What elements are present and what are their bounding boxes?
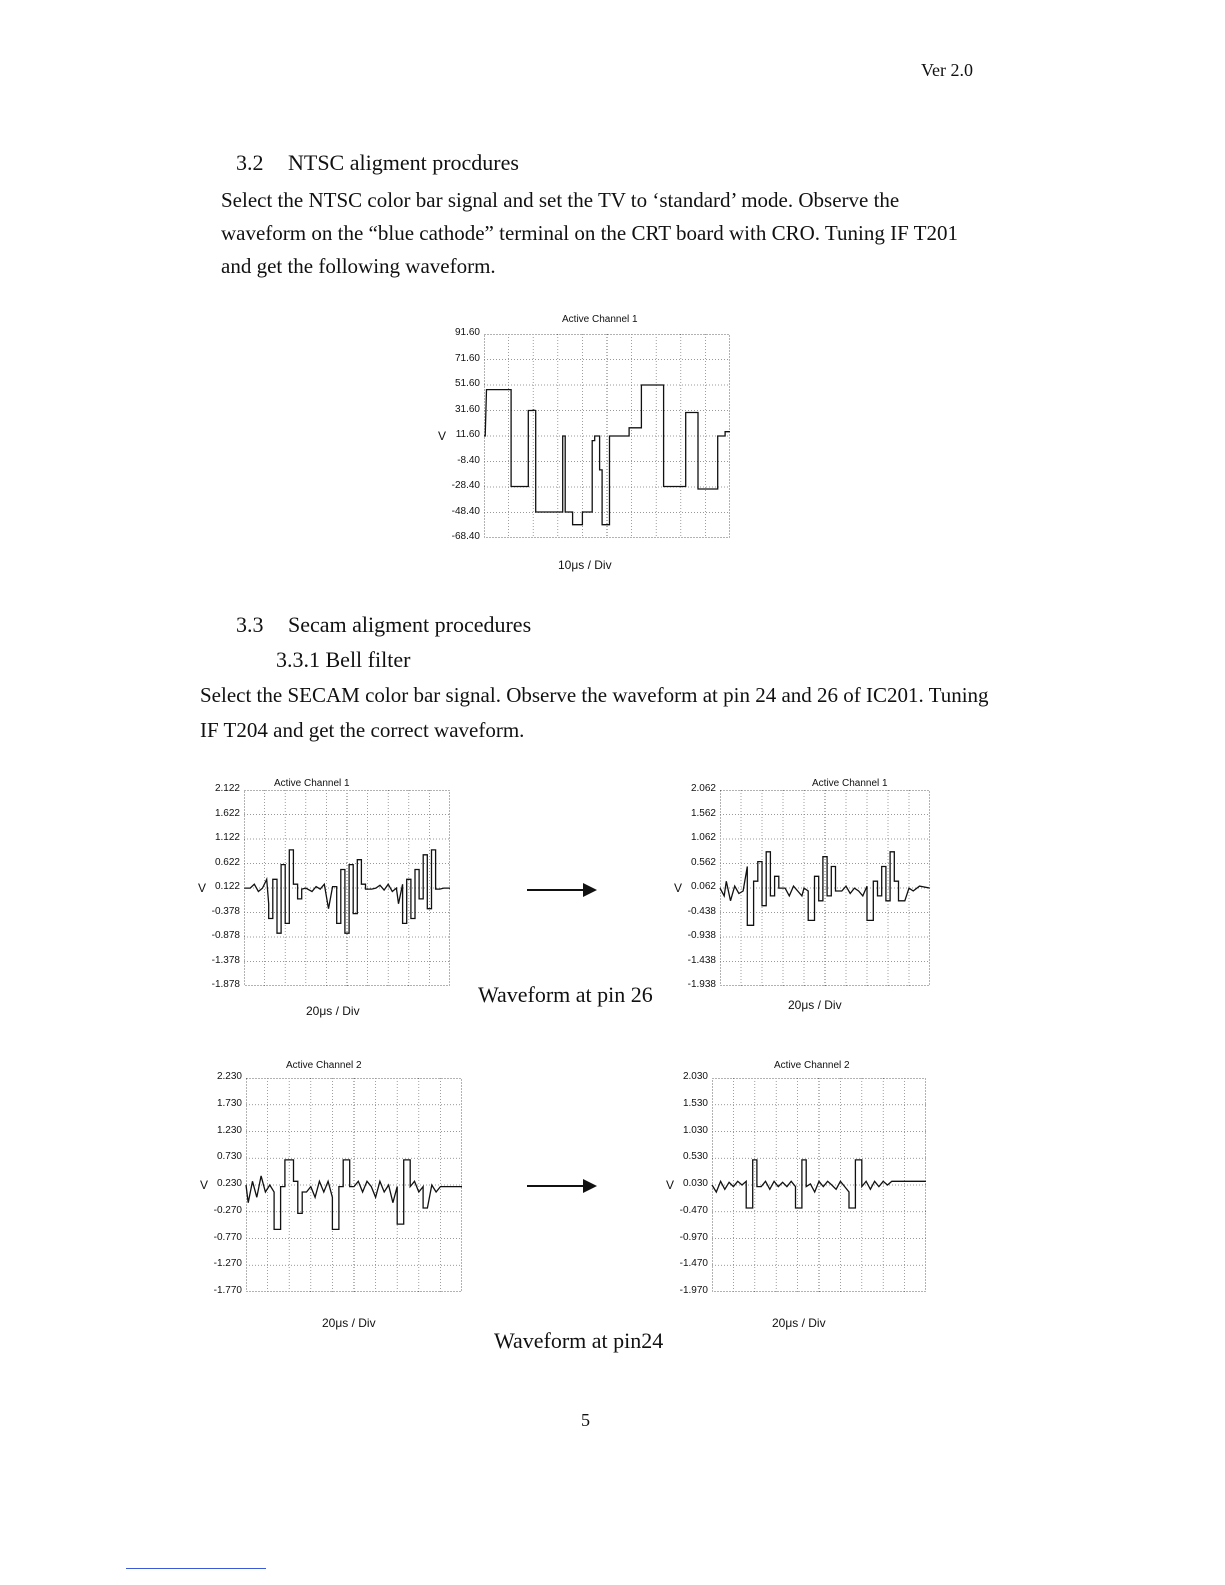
grid-frame — [713, 1079, 926, 1292]
y-tick-label: 1.530 — [682, 1097, 708, 1109]
footer-divider — [126, 1568, 266, 1569]
y-tick-label: 91.60 — [454, 327, 480, 338]
y-tick-label: -1.970 — [679, 1285, 708, 1296]
x-axis-label: 20μs / Div — [322, 1316, 376, 1330]
subsection-heading: 3.3.1 Bell filter — [276, 647, 411, 672]
y-tick-label: 1.122 — [214, 832, 240, 843]
y-tick-label: -68.40 — [451, 531, 480, 542]
y-tick-label: 0.730 — [216, 1151, 242, 1163]
y-tick-label: 0.530 — [682, 1151, 708, 1163]
y-tick-label: -0.770 — [213, 1231, 242, 1243]
y-tick-label: 1.562 — [690, 807, 716, 819]
y-axis-label: V — [666, 1178, 675, 1192]
section-title: NTSC aligment procdures — [288, 150, 519, 175]
scope-plot — [712, 1078, 926, 1292]
y-tick-label: 0.622 — [214, 856, 240, 868]
y-tick-label: -0.470 — [679, 1204, 708, 1216]
scope-pin24-after — [658, 1058, 933, 1338]
section-number: 3.2 — [236, 150, 264, 175]
scope-title: Active Channel 2 — [286, 1060, 362, 1071]
y-tick-label: -1.270 — [213, 1258, 242, 1270]
page-number: 5 — [581, 1410, 590, 1430]
y-tick-label: -0.438 — [687, 905, 716, 917]
caption-pin26: Waveform at pin 26 — [478, 982, 653, 1007]
section-3-3-heading — [236, 612, 531, 638]
version-label: Ver 2.0 — [921, 60, 973, 80]
scope-title: Active Channel 1 — [562, 314, 638, 325]
y-tick-label: -8.40 — [457, 454, 480, 466]
y-tick-label: -0.970 — [679, 1231, 708, 1243]
scope-title: Active Channel 1 — [274, 778, 350, 789]
y-tick-label: 71.60 — [454, 352, 480, 364]
y-tick-label: 1.062 — [690, 832, 716, 843]
y-tick-label: 0.562 — [690, 856, 716, 868]
y-axis-label: V — [438, 429, 447, 443]
y-tick-label: 2.122 — [214, 783, 240, 794]
scope-pin26-after — [670, 776, 940, 1026]
y-axis-label: V — [674, 881, 683, 895]
y-tick-label: 51.60 — [454, 378, 480, 389]
y-tick-label: 1.622 — [214, 807, 240, 819]
scope-title: Active Channel 2 — [774, 1060, 850, 1071]
caption-pin24: Waveform at pin24 — [494, 1328, 664, 1353]
y-tick-label: -48.40 — [451, 505, 480, 517]
y-tick-label: 2.030 — [682, 1071, 708, 1082]
y-tick-label: -1.938 — [687, 979, 716, 990]
y-tick-label: -0.878 — [211, 930, 240, 941]
scope-pin24-before — [196, 1058, 471, 1338]
y-tick-label: -28.40 — [451, 480, 480, 491]
y-tick-label: 0.030 — [682, 1178, 708, 1189]
y-tick-label: 1.030 — [682, 1124, 708, 1136]
y-tick-label: -1.770 — [213, 1285, 242, 1296]
scope-ntsc — [430, 312, 740, 577]
scope-plot — [244, 790, 450, 986]
scope-pin26-before — [190, 776, 460, 1026]
y-tick-label: -0.270 — [213, 1204, 242, 1216]
y-tick-label: -1.438 — [687, 954, 716, 966]
arrow-right-icon — [527, 880, 599, 900]
arrow-right-icon — [527, 1176, 599, 1196]
y-tick-label: 2.230 — [216, 1071, 242, 1082]
scope-plot — [246, 1078, 462, 1292]
scope-title: Active Channel 1 — [812, 778, 888, 789]
x-axis-label: 20μs / Div — [306, 1004, 360, 1018]
y-axis-label: V — [198, 881, 207, 895]
y-tick-label: 1.230 — [216, 1124, 242, 1136]
section-title: Secam aligment procedures — [288, 612, 532, 637]
y-tick-label: 31.60 — [454, 403, 480, 415]
section-3-2-paragraph: Select the NTSC color bar signal and set the TV to ‘standard’ mode. Observe the waveform on the “blue cathode” terminal on the CRT board with CRO. Tuning IF T201 and get the following waveform. — [221, 188, 958, 278]
section-number: 3.3 — [236, 612, 264, 637]
y-tick-label: 11.60 — [455, 429, 480, 440]
y-tick-label: -0.938 — [687, 930, 716, 941]
y-tick-label: -1.378 — [211, 954, 240, 966]
y-tick-label: 0.230 — [216, 1178, 242, 1189]
y-tick-label: 2.062 — [690, 783, 716, 794]
section-3-3-paragraph: Select the SECAM color bar signal. Observe the waveform at pin 24 and 26 of IC201. Tuning IF T204 and get the correct waveform. — [200, 683, 989, 742]
y-tick-label: 0.062 — [690, 881, 716, 892]
x-axis-label: 20μs / Div — [772, 1316, 826, 1330]
x-axis-label: 20μs / Div — [788, 998, 842, 1012]
y-tick-label: 1.730 — [216, 1097, 242, 1109]
y-tick-label: 0.122 — [214, 881, 240, 892]
y-tick-label: -0.378 — [211, 905, 240, 917]
y-axis-label: V — [200, 1178, 209, 1192]
scope-plot — [720, 790, 930, 986]
scope-plot — [484, 334, 730, 538]
y-tick-label: -1.878 — [211, 979, 240, 990]
waveform-trace — [246, 1160, 462, 1230]
section-3-2-heading — [236, 150, 519, 176]
y-tick-label: -1.470 — [679, 1258, 708, 1270]
x-axis-label: 10μs / Div — [558, 558, 612, 572]
